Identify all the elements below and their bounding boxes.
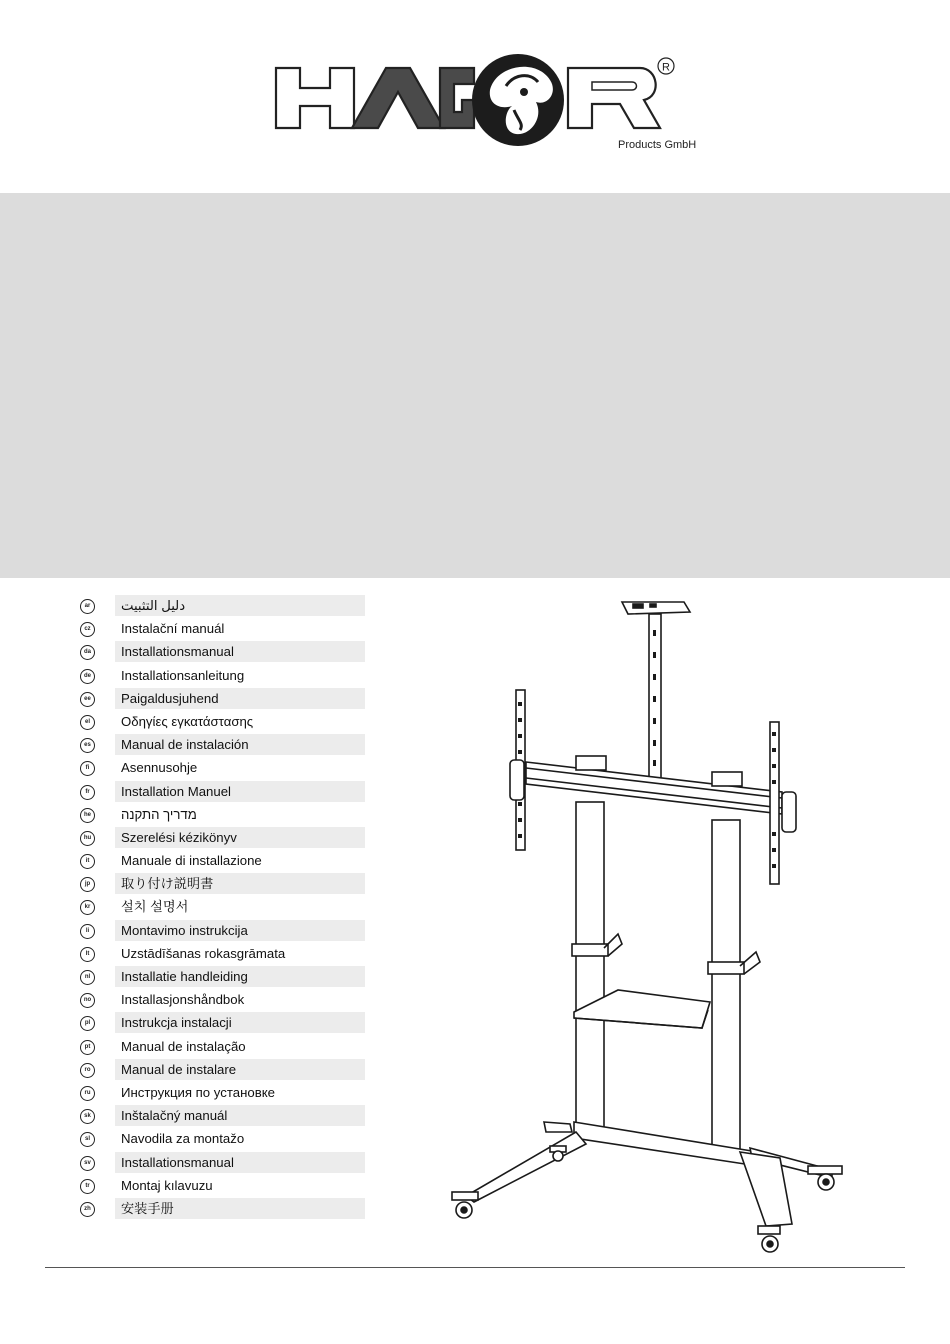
language-item-es	[80, 734, 370, 757]
language-code-badge: lt	[80, 947, 95, 962]
brand-subtitle: Products GmbH	[618, 139, 697, 151]
language-item-he	[80, 804, 370, 827]
language-item-de	[80, 665, 370, 688]
language-code-badge: li	[80, 924, 95, 939]
language-label: Installationsmanual	[115, 1152, 365, 1173]
language-code-badge: sk	[80, 1109, 95, 1124]
language-label: Instalační manuál	[121, 621, 225, 637]
language-code-badge: kr	[80, 900, 95, 915]
language-code-badge: tr	[80, 1179, 95, 1194]
language-item-cz	[80, 618, 370, 641]
language-code-badge: pl	[80, 1016, 95, 1031]
language-label: Paigaldusjuhend	[115, 688, 365, 709]
language-label: Inštalačný manuál	[115, 1105, 365, 1126]
language-item-ru	[80, 1082, 370, 1105]
language-code-badge: jp	[80, 877, 95, 892]
language-label: Οδηγίες εγκατάστασης	[121, 713, 254, 729]
language-code-badge: da	[80, 645, 95, 660]
language-label: Installationsmanual	[115, 641, 365, 662]
language-item-ar	[80, 595, 370, 618]
language-code-badge: fi	[80, 761, 95, 776]
language-label: دليل التثبيت	[115, 595, 365, 616]
language-item-sl	[80, 1128, 370, 1151]
language-item-sv	[80, 1152, 370, 1175]
language-label: 설치 설명서	[121, 899, 189, 915]
language-item-nl	[80, 966, 370, 989]
language-label: Installatie handleiding	[115, 966, 365, 987]
language-label: Navodila za montažo	[121, 1131, 245, 1147]
language-label: Instrukcja instalacji	[115, 1012, 365, 1033]
language-code-badge: it	[80, 854, 95, 869]
language-item-pl	[80, 1012, 370, 1035]
language-code-badge: es	[80, 738, 95, 753]
language-label: Szerelési kézikönyv	[115, 827, 365, 848]
language-item-el	[80, 711, 370, 734]
language-item-pt	[80, 1036, 370, 1059]
hagor-logo	[268, 40, 697, 160]
language-code-badge: ro	[80, 1063, 95, 1078]
language-item-fr	[80, 781, 370, 804]
language-item-fi	[80, 757, 370, 780]
language-label: Manuale di installazione	[121, 853, 262, 869]
language-code-badge: hu	[80, 831, 95, 846]
language-code-badge: de	[80, 669, 95, 684]
language-code-badge: no	[80, 993, 95, 1008]
language-code-badge: ru	[80, 1086, 95, 1101]
language-item-tr	[80, 1175, 370, 1198]
language-label: Montaj kılavuzu	[121, 1177, 213, 1193]
language-item-da	[80, 641, 370, 664]
language-code-badge: el	[80, 715, 95, 730]
language-item-li	[80, 920, 370, 943]
language-label: Manual de instalação	[121, 1038, 246, 1054]
language-label: Installationsanleitung	[121, 667, 245, 683]
language-item-ro	[80, 1059, 370, 1082]
language-label: Manual de instalare	[115, 1059, 365, 1080]
svg-text:R: R	[662, 61, 670, 74]
language-label: 安装手册	[115, 1198, 365, 1219]
language-label: Инструкция по установке	[121, 1084, 275, 1100]
language-code-badge: cz	[80, 622, 95, 637]
language-code-badge: he	[80, 808, 95, 823]
language-label: Installation Manuel	[115, 781, 365, 802]
language-code-badge: ee	[80, 692, 95, 707]
language-list	[80, 595, 370, 1221]
language-item-it	[80, 850, 370, 873]
language-code-badge: sl	[80, 1132, 95, 1147]
language-item-zh	[80, 1198, 370, 1221]
language-code-badge: sv	[80, 1156, 95, 1171]
language-item-sk	[80, 1105, 370, 1128]
language-code-badge: nl	[80, 970, 95, 985]
language-code-badge: fr	[80, 785, 95, 800]
language-code-badge: ar	[80, 599, 95, 614]
language-code-badge: pt	[80, 1040, 95, 1055]
language-item-no	[80, 989, 370, 1012]
language-item-jp	[80, 873, 370, 896]
language-code-badge: zh	[80, 1202, 95, 1217]
language-label: Manual de instalación	[115, 734, 365, 755]
language-label: Installasjonshåndbok	[121, 992, 245, 1008]
bottom-divider	[45, 1267, 905, 1268]
language-item-lt	[80, 943, 370, 966]
language-item-kr	[80, 896, 370, 919]
language-label: Uzstādīšanas rokasgrāmata	[121, 945, 286, 961]
language-label: Asennusohje	[121, 760, 198, 776]
language-item-ee	[80, 688, 370, 711]
cover-banner	[0, 193, 950, 578]
language-item-hu	[80, 827, 370, 850]
language-label: Montavimo instrukcija	[115, 920, 365, 941]
language-label: 取り付け説明書	[115, 873, 365, 894]
mobile-tv-stand-diagram	[440, 592, 860, 1262]
language-label: מדריך התקנה	[121, 806, 197, 822]
